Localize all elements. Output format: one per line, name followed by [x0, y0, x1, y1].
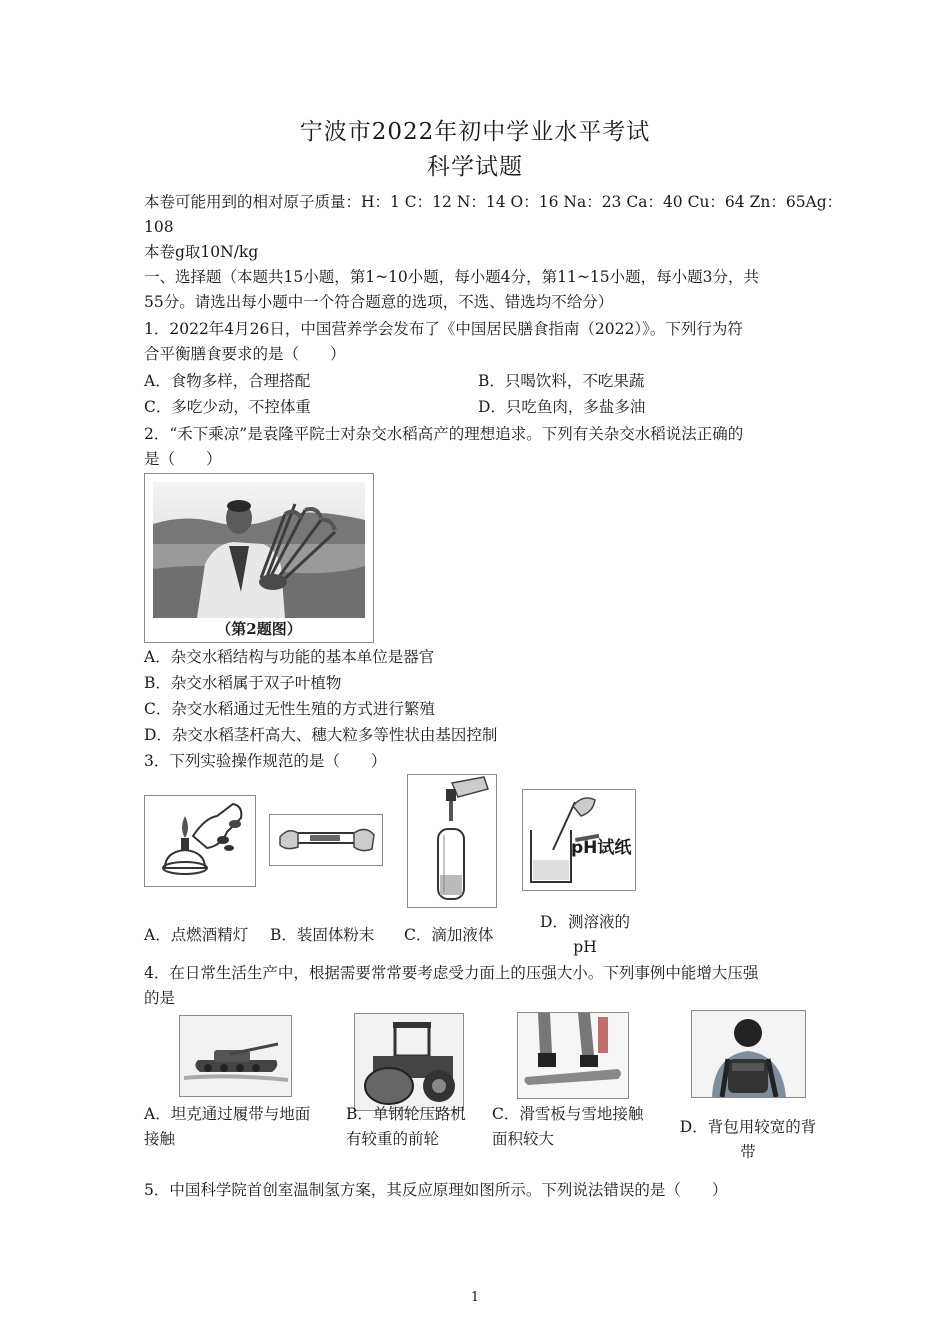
- q2-stem-cont: 是（ ）: [144, 450, 222, 468]
- q3-figure-powder-loading: [269, 814, 383, 866]
- q2-option-b: B．杂交水稻属于双子叶植物: [144, 674, 342, 692]
- q4-option-a: [144, 1102, 310, 1152]
- backpack-illustration: [692, 1011, 805, 1097]
- tank-illustration: [180, 1016, 291, 1096]
- q4-option-a-line1: A．坦克通过履带与地面: [144, 1105, 311, 1123]
- q2-figure-caption: （第2题图）: [216, 620, 302, 638]
- snowboard-illustration: [518, 1013, 628, 1098]
- q2-stem: 2．“禾下乘凉”是袁隆平院士对杂交水稻高产的理想追求。下列有关杂交水稻说法正确的: [144, 425, 744, 443]
- q3-figure-dropper: [407, 774, 497, 908]
- q3-option-d: [530, 912, 640, 957]
- q2-option-c: C．杂交水稻通过无性生殖的方式进行繁殖: [144, 700, 435, 718]
- q1-option-b: B．只喝饮料，不吃果蔬: [478, 372, 645, 390]
- q4-option-b: [346, 1102, 466, 1152]
- q4-figure-snowboard: [517, 1012, 629, 1099]
- q3-figure-alcohol-lamp: [144, 795, 256, 887]
- q4-option-c-line2: 面积较大: [492, 1130, 555, 1148]
- q1-option-c: C．多吃少动，不控体重: [144, 398, 311, 416]
- q5-stem: 5．中国科学院首创室温制氢方案，其反应原理如图所示。下列说法错误的是（ ）: [144, 1181, 728, 1199]
- g-value-note: 本卷g取10N/kg: [144, 243, 259, 261]
- q4-option-d: [672, 1115, 824, 1165]
- exam-title: 宁波市2022年初中学业水平考试: [299, 119, 651, 145]
- q2-option-a: A．杂交水稻结构与功能的基本单位是器官: [144, 648, 435, 666]
- section-heading: 一、选择题（本题共15小题，第1~10小题，每小题4分，第11~15小题，每小题3分，共: [144, 268, 759, 286]
- dropper-test-tube-illustration: [408, 775, 496, 907]
- q4-option-d-line2: 带: [740, 1143, 756, 1161]
- section-heading-cont: 55分。请选出每小题中一个符合题意的选项，不选、错选均不给分）: [144, 293, 614, 311]
- alcohol-lamp-illustration: [145, 796, 255, 886]
- q3-option-d-line1: D．测溶液的: [540, 913, 630, 931]
- exam-subtitle: 科学试题: [427, 154, 523, 180]
- q3-stem: 3．下列实验操作规范的是（ ）: [144, 752, 387, 770]
- ph-paper-label: pH试纸: [571, 838, 632, 858]
- q1-option-d: D．只吃鱼肉，多盐多油: [478, 398, 646, 416]
- q1-option-a: A．食物多样，合理搭配: [144, 372, 311, 390]
- q4-option-a-line2: 接触: [144, 1130, 176, 1148]
- q3-option-b: B．装固体粉末: [270, 926, 375, 944]
- test-tube-horizontal-illustration: [270, 815, 382, 865]
- q3-option-d-line2: pH: [573, 938, 597, 956]
- q4-figure-backpack: [691, 1010, 806, 1098]
- q4-option-c: [492, 1102, 643, 1152]
- q2-option-d: D．杂交水稻茎杆高大、穗大粒多等性状由基因控制: [144, 726, 498, 744]
- q1-stem: 1．2022年4月26日，中国营养学会发布了《中国居民膳食指南（2022）》。下列行为符: [144, 320, 743, 338]
- q4-figure-tank: [179, 1015, 292, 1097]
- atomic-mass-line-cont: 108: [144, 218, 174, 236]
- q3-option-a: A．点燃酒精灯: [144, 926, 249, 944]
- q3-figure-ph-paper: [522, 789, 636, 891]
- q4-option-d-line1: D．背包用较宽的背: [679, 1118, 817, 1136]
- page-number: 1: [470, 1290, 480, 1305]
- q3-option-c: C．滴加液体: [404, 926, 494, 944]
- atomic-mass-line: 本卷可能用到的相对原子质量：H：1 C：12 N：14 O：16 Na：23 Ca：40 Cu：64 Zn：65Ag：: [144, 193, 843, 211]
- q2-rice-photo: [144, 473, 374, 643]
- q4-option-b-line2: 有较重的前轮: [346, 1130, 440, 1148]
- q4-stem-cont: 的是: [144, 989, 176, 1007]
- road-roller-illustration: [355, 1014, 463, 1110]
- q4-option-b-line1: B．单钢轮压路机: [346, 1105, 466, 1123]
- q4-option-c-line1: C．滑雪板与雪地接触: [492, 1105, 644, 1123]
- q4-stem: 4．在日常生活生产中，根据需要常常要考虑受力面上的压强大小。下列事例中能增大压强: [144, 964, 759, 982]
- q4-figure-roller: [354, 1013, 464, 1111]
- q1-stem-cont: 合平衡膳食要求的是（ ）: [144, 345, 346, 363]
